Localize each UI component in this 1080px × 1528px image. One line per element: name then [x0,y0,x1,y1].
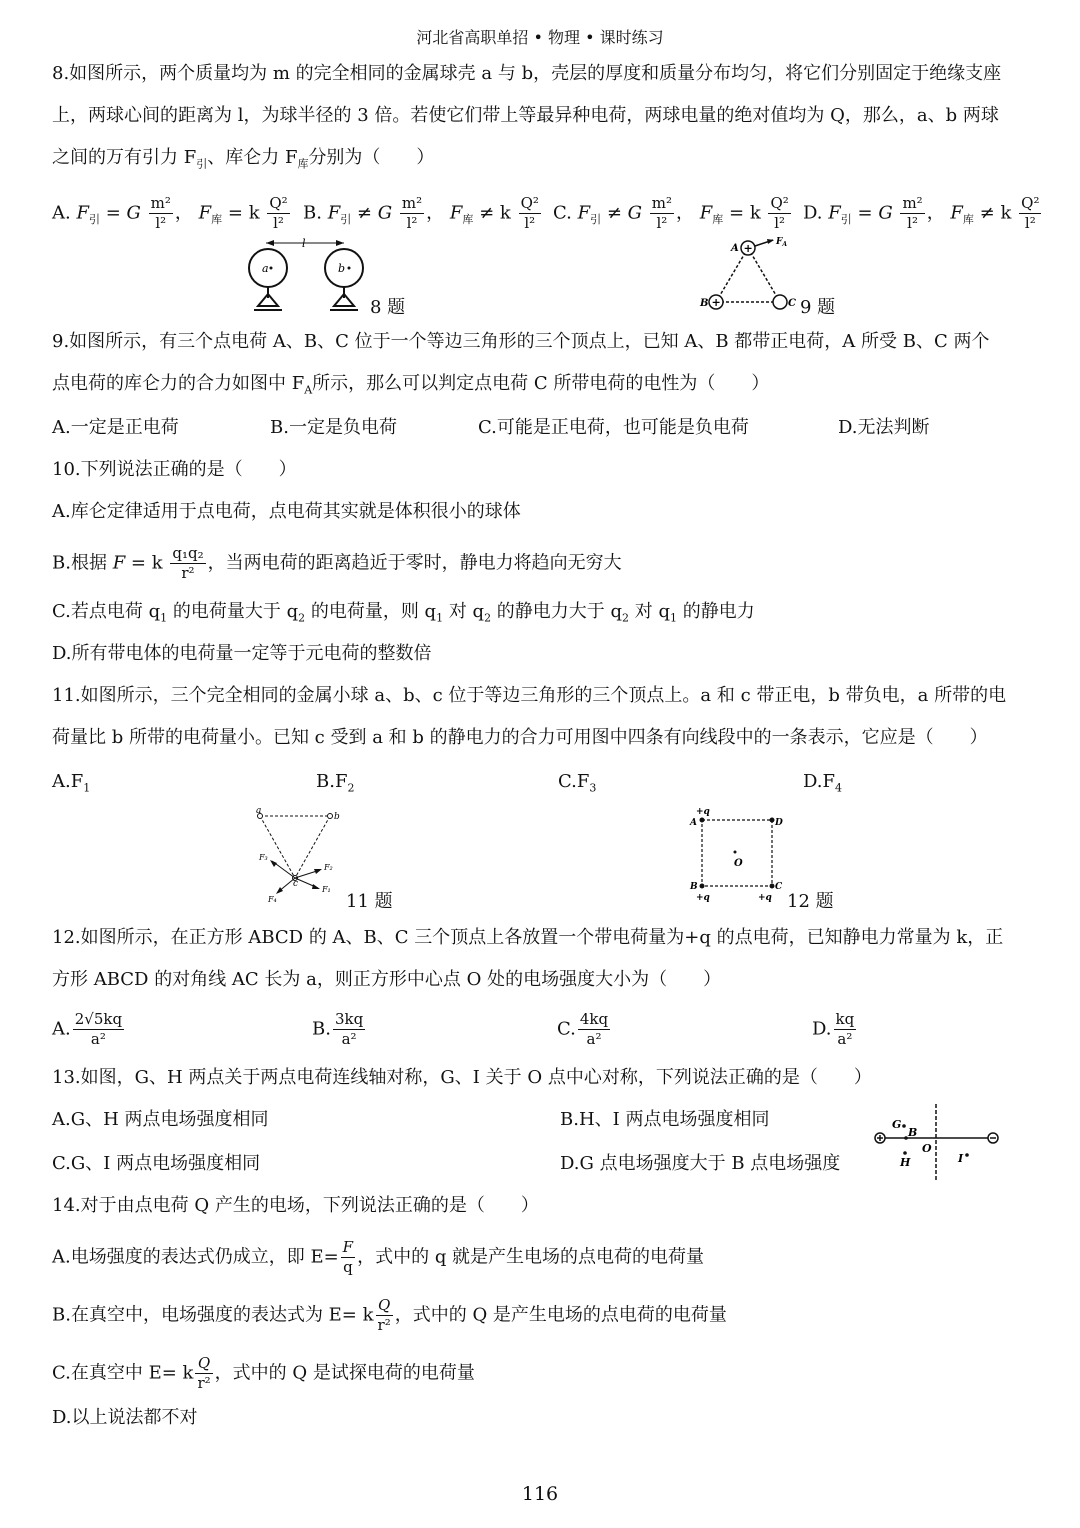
q8-option-c[interactable]: C. $F_引 \ne G$ $\frac{\text{m²}}{\text{l²}}$ ， $F_库 = k$ $\frac{\text{Q²}}{\text{l²}}$ [553,194,789,232]
q8-figure-caption: 8 题 [370,297,406,318]
ball-a-label: a [256,806,262,816]
vertex-c-label: C [775,882,783,892]
q9-option-b[interactable]: B.一定是负电荷 [270,417,397,438]
q9-option-d[interactable]: D.无法判断 [838,417,930,438]
q14-option-a[interactable]: A.电场强度的表达式仍成立，即 E= $\frac{F}{q}$ ，式中的 q 就是产生电场的点电荷的电荷量 [52,1238,705,1276]
f2-label: F₂ [324,863,333,872]
q13-stem: 13.如图，G、H 两点关于两点电荷连线轴对称，G、I 关于 O 点中心对称，下列说法正确的是（ ） [52,1067,872,1088]
q13-option-d[interactable]: D.G 点电场强度大于 B 点电场强度 [560,1153,841,1174]
q9-figure [698,234,804,314]
q11-stem-line-2: 荷量比 b 所带的电荷量小。已知 c 受到 a 和 b 的静电力的合力可用图中四条有向线段中的一条表示，它应是（ ） [52,727,988,748]
ball-b-label: b [334,812,340,822]
plus-q-a: +q [696,807,710,817]
q10-option-a[interactable]: A.库仑定律适用于点电荷，点电荷其实就是体积很小的球体 [52,501,521,522]
point-b-label: B [908,1126,918,1139]
q11-option-a[interactable]: $A.F_1$ [52,771,91,795]
q8-option-b[interactable]: B. $F_引 \ne G$ $\frac{\text{m²}}{\text{l²}}$ ， $F_库 \ne k$ $\frac{\text{Q²}}{\text{l²}}$ [303,194,539,232]
f3-label: F₃ [259,853,268,862]
fraction: $\frac{\text{Q²}}{\text{l²}}$ [269,194,288,232]
charge-b-label: B [700,298,709,309]
q9-stem-line-1: 9.如图所示，有三个点电荷 A、B、C 位于一个等边三角形的三个顶点上，已知 A、B 都带正电荷，A 所受 B、C 两个 [52,331,990,352]
q14-option-c[interactable]: C.在真空中 E= k $\frac{Q}{\text{r²}}$ ，式中的 Q 是试探电荷的电荷量 [52,1354,475,1392]
fraction: $\frac{Q}{\text{r²}}$ [377,1296,391,1334]
point-o-label: O [922,1142,932,1155]
f4-label: F₄ [268,895,277,904]
sphere-a-label: a [262,262,269,275]
q9-option-c[interactable]: C.可能是正电荷，也可能是负电荷 [478,417,749,438]
distance-label: l [302,237,306,250]
q12-option-d[interactable]: D. $\frac{kq}{\text{a²}}$ [812,1010,855,1048]
fraction: $\frac{3kq}{\text{a²}}$ [334,1010,364,1048]
page-header: 河北省高职单招 • 物理 • 课时练习 [416,28,664,47]
q8-stem-line-3: 之间的万有引力 $F_引$、库仑力 $F_库$分别为（ ） [52,147,435,171]
q8-figure [244,236,374,316]
point-g-label: G [892,1118,902,1131]
q11-figure-caption: 11 题 [346,891,393,912]
q10-option-c[interactable]: C.若点电荷 $q_1$ 的电荷量大于 $q_2$ 的电荷量，则 $q_1$ 对 $q_2$ 的静电力大于 $q_2$ 对 $q_1$ 的静电力 [52,601,755,625]
fraction: $\frac{\text{m²}}{\text{l²}}$ [651,194,673,232]
q13-figure [868,1100,1008,1182]
q8-option-d[interactable]: D. $F_引 = G$ $\frac{\text{m²}}{\text{l²}}$ ， $F_库 \ne k$ $\frac{\text{Q²}}{\text{l²}}$ [803,194,1040,232]
charge-c-label: C [788,298,796,309]
charge-a-label: A [731,243,739,254]
fraction: $\frac{Q}{\text{r²}}$ [197,1354,211,1392]
sphere-b-label: b [338,262,346,275]
q10-option-b[interactable]: B.根据 F = k $\frac{\text{q₁q₂}}{\text{r²}}$ ，当两电荷的距离趋近于零时，静电力将趋向无穷大 [52,544,622,582]
q12-option-a[interactable]: A. $\frac{2√5kq}{\text{a²}}$ [52,1010,123,1048]
q9-figure-caption: 9 题 [800,297,836,318]
vertex-b-label: B [690,882,698,892]
q11-figure [250,806,350,906]
q14-stem: 14.对于由点电荷 Q 产生的电场，下列说法正确的是（ ） [52,1195,539,1216]
q13-option-a[interactable]: A.G、H 两点电场强度相同 [52,1109,269,1130]
point-i-label: I [958,1152,964,1165]
q13-option-c[interactable]: C.G、I 两点电场强度相同 [52,1153,261,1174]
q13-option-b[interactable]: B.H、I 两点电场强度相同 [560,1109,770,1130]
q8-stem-line-2: 上，两球心间的距离为 l，为球半径的 3 倍。若使它们带上等最异种电荷，两球电量的绝对值均为 Q，那么，a、b 两球 [52,105,999,126]
fraction: $\frac{4kq}{\text{a²}}$ [579,1010,609,1048]
svg-text:+: + [711,296,721,309]
q9-option-a[interactable]: A.一定是正电荷 [52,417,179,438]
q8-stem-line-1: 8.如图所示，两个质量均为 m 的完全相同的金属球壳 a 与 b，壳层的厚度和质量分布均匀，将它们分别固定于绝缘支座 [52,63,1002,84]
vertex-d-label: D [775,818,783,828]
q11-stem-line-1: 11.如图所示，三个完全相同的金属小球 a、b、c 位于等边三角形的三个顶点上。a 和 c 带正电，b 带负电，a 所带的电 [52,685,1007,706]
q9-stem-line-2: 点电荷的库仑力的合力如图中 $F_A$所示，那么可以判定点电荷 C 所带电荷的电性为（ ） [52,373,770,397]
fraction: $\frac{\text{m²}}{\text{l²}}$ [902,194,923,232]
q11-option-d[interactable]: $D.F_4$ [803,771,843,795]
q10-stem: 10.下列说法正确的是（ ） [52,459,297,480]
ball-c-label: c [293,879,299,889]
plus-q-c: +q [758,893,772,903]
q12-stem-line-2: 方形 ABCD 的对角线 AC 长为 a，则正方形中心点 O 处的电场强度大小为（ ） [52,969,722,990]
fraction: $\frac{kq}{\text{a²}}$ [835,1010,855,1048]
fraction: $\frac{\text{Q²}}{\text{l²}}$ [1021,194,1040,232]
f1-label: F₁ [322,885,331,894]
center-o-label: O [734,858,743,869]
fraction: $\frac{\text{Q²}}{\text{l²}}$ [770,194,789,232]
force-label: $F_A$ [776,237,788,248]
q12-option-c[interactable]: C. $\frac{4kq}{\text{a²}}$ [557,1010,609,1048]
q8-option-a[interactable]: A. $F_引 = G$ $\frac{\text{m²}}{\text{l²}}$ ， $F_库 = k$ $\frac{\text{Q²}}{\text{l²}}$ [52,194,288,232]
q10-option-d[interactable]: D.所有带电体的电荷量一定等于元电荷的整数倍 [52,643,432,664]
svg-text:+: + [743,242,753,255]
fraction: $\frac{\text{q₁q₂}}{\text{r²}}$ [172,544,204,582]
q12-figure [680,806,790,906]
q14-option-d[interactable]: D.以上说法都不对 [52,1407,198,1428]
page-number: 116 [521,1483,559,1505]
q12-stem-line-1: 12.如图所示，在正方形 ABCD 的 A、B、C 三个顶点上各放置一个带电荷量为+q 的点电荷，已知静电力常量为 k，正 [52,927,1004,948]
fraction: $\frac{\text{m²}}{\text{l²}}$ [150,194,171,232]
fraction: $\frac{F}{q}$ [342,1238,354,1276]
q12-option-b[interactable]: B. $\frac{3kq}{\text{a²}}$ [312,1010,364,1048]
plus-q-b: +q [696,893,710,903]
vertex-a-label: A [690,818,697,828]
q11-option-b[interactable]: $B.F_2$ [316,771,355,795]
fraction: $\frac{2√5kq}{\text{a²}}$ [74,1010,123,1048]
fraction: $\frac{\text{m²}}{\text{l²}}$ [401,194,423,232]
fraction: $\frac{\text{Q²}}{\text{l²}}$ [520,194,539,232]
q12-figure-caption: 12 题 [787,891,834,912]
point-h-label: H [900,1156,911,1169]
q14-option-b[interactable]: B.在真空中，电场强度的表达式为 E= k $\frac{Q}{\text{r²}}$ ，式中的 Q 是产生电场的点电荷的电荷量 [52,1296,727,1334]
q11-option-c[interactable]: $C.F_3$ [558,771,597,795]
